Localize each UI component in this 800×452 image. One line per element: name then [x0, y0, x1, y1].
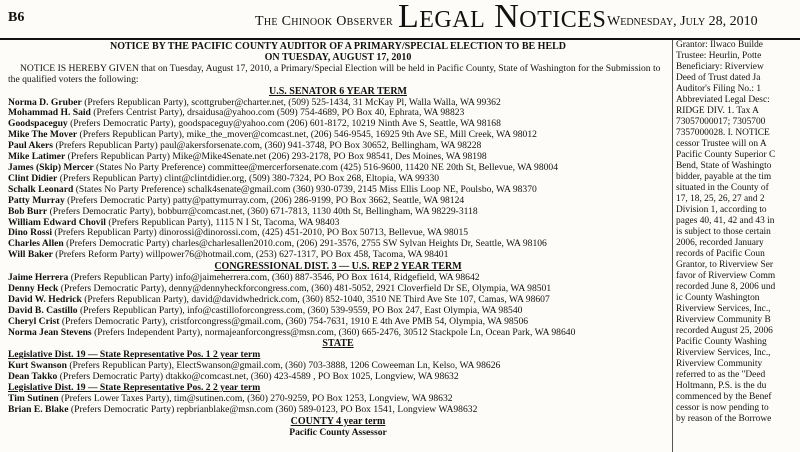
- candidate-details: (Prefers Republican Party) clint@clintdidier.org, (509) 380-7324, PO Box 268, Eltopia, WA 99330: [57, 173, 440, 184]
- state-rep-pos1-heading: Legislative Dist. 19 — State Representative Pos. 1 2 year term: [8, 349, 261, 361]
- candidate-name: Denny Heck: [8, 283, 59, 294]
- sidebar-text-line: Bend, State of Washingto: [676, 161, 772, 171]
- sidebar-text-line: Riverview Services, Inc.,: [676, 348, 771, 358]
- candidate-details: (Prefers Republican Party) dinorossi@dinorossi.com, (425) 451-2010, PO Box 50713, Bellevue, WA 98015: [51, 228, 469, 239]
- candidate-name: James (Skip) Mercer: [8, 162, 94, 173]
- candidate-details: (Prefers Democratic Party) patty@pattymurray.com, (206) 286-9199, PO Box 3662, Seattle, WA 98124: [64, 195, 465, 206]
- sidebar-text-line: Pacific County Superior C: [676, 150, 776, 160]
- senate-candidate: [8, 141, 668, 152]
- congress-candidate-list: [8, 273, 668, 338]
- sidebar-text-line: Holtmann, P.S. is the du: [676, 381, 767, 391]
- candidate-details: (Prefers Independent Party), normajeanforcongress@msn.com, (360) 665-2476, 30512 Stackpole Ln, Ocean Park, WA 98640: [91, 327, 576, 338]
- candidate-details: (Prefers Reform Party) willpower76@hotmail.com, (253) 627-1317, PO Box 458, Tacoma, WA 98401: [52, 250, 449, 261]
- page-number: B6: [8, 10, 25, 25]
- column-divider: [672, 40, 673, 452]
- congress-candidate: [8, 328, 668, 339]
- senate-candidate-list: [8, 98, 668, 262]
- candidate-details: (Prefers Democratic Party) repbrianblake@msn.com (360) 589-0123, PO Box 1541, Longview WA98632: [68, 404, 478, 415]
- county-office: Pacific County Assessor: [289, 426, 387, 438]
- sidebar-text-line: recorded August 25, 2006: [676, 326, 773, 336]
- election-notice: [8, 42, 668, 452]
- candidate-details: (Prefers Republican Party), scottgruber@charter.net, (509) 525-1434, 31 McKay Pl, Walla Walla, WA 99362: [81, 97, 501, 108]
- state-rep-candidate: [8, 361, 668, 372]
- candidate-details: (Prefers Republican Party) Mike@Mike4Senate.net (206) 293-2178, PO Box 98541, Des Moines, WA 98198: [65, 152, 487, 163]
- candidate-details: (Prefers Republican Party), ElectSwanson@gmail.com, (360) 703-3888, 1206 Coweeman Ln, Kelso, WA 98626: [66, 361, 501, 372]
- state-rep-candidate: [8, 405, 668, 416]
- sidebar-text-line: pages 40, 41, 42 and 43 in: [676, 216, 775, 226]
- sidebar-text-line: favor of Riverview Comm: [676, 271, 776, 281]
- notice-title: NOTICE BY THE PACIFIC COUNTY AUDITOR OF A PRIMARY/SPECIAL ELECTION TO BE HELD: [109, 42, 567, 52]
- candidate-name: Dean Takko: [8, 372, 58, 383]
- candidate-name: Clint Didier: [8, 173, 58, 184]
- candidate-name: Norma Jean Stevens: [8, 327, 92, 338]
- section-title: Legal Notices: [398, 0, 607, 35]
- newspaper-name: The Chinook Observer: [255, 14, 393, 29]
- senate-candidate: [8, 207, 668, 218]
- senate-candidate: [8, 152, 668, 163]
- sidebar-text-line: bidder, payable at the tim: [676, 172, 772, 182]
- sidebar-text-line: Abbreviated Legal Desc:: [676, 95, 770, 105]
- sidebar-text-line: Trustee: Heurlin, Potte: [676, 51, 762, 61]
- candidate-name: Charles Allen: [8, 239, 64, 250]
- sidebar-text-line: Deed of Trust dated Ja: [676, 73, 761, 83]
- sidebar-text-line: by reason of the Borrowe: [676, 414, 772, 424]
- state-rep-pos2-list: [8, 394, 668, 416]
- county-heading: COUNTY 4 year term: [290, 415, 386, 427]
- senate-candidate: [8, 185, 668, 196]
- candidate-details: (States No Party Preference) committee@mercerforsenate.com (425) 516-9600, 11420 NE 20th St, Bellevue, WA 98004: [93, 162, 559, 173]
- candidate-name: William Edward Chovil: [8, 217, 106, 228]
- sidebar-text-line: Riverview Community: [676, 359, 763, 369]
- senate-candidate: [8, 163, 668, 174]
- candidate-details: (Prefers Democratic Party), denny@dennyheckforcongress.com, (360) 481-5052, 2921 Cloverfield Dr SE, Olympia, WA 98501: [58, 283, 552, 294]
- sidebar-text-line: cessor Trustee will on A: [676, 139, 767, 149]
- candidate-details: (Prefers Republican Party) info@jaimeherrera.com, (360) 887-3546, PO Box 1614, Ridgefield, WA 98642: [68, 273, 480, 284]
- trustee-sale-notice-column: [676, 40, 800, 452]
- candidate-details: (Prefers Democratic Party), goodspaceguy@yahoo.com (206) 601-8172, 10219 Ninth Ave S, Seattle, WA 98168: [67, 119, 501, 130]
- sidebar-text-line: Auditor's Filing No.: 1: [676, 84, 762, 94]
- sidebar-text-line: records of Pacific Coun: [676, 249, 765, 259]
- candidate-name: Brian E. Blake: [8, 404, 69, 415]
- sidebar-text-line: 17, 18, 25, 26, 27 and 2: [676, 194, 765, 204]
- congress-heading: CONGRESSIONAL DIST. 3 — U.S. REP 2 YEAR TERM: [214, 261, 462, 273]
- candidate-name: Will Baker: [8, 250, 53, 261]
- candidate-details: (Prefers Democratic Party), bobburr@comcast.net, (360) 671-7813, 1130 40th St, Bellingham, WA 98229-3118: [47, 206, 478, 217]
- sidebar-text-line: situated in the County of: [676, 183, 769, 193]
- senate-candidate: [8, 239, 668, 250]
- senate-candidate: [8, 174, 668, 185]
- candidate-details: (Prefers Republican Party), 1115 N I St, Tacoma, WA 98403: [105, 217, 340, 228]
- sidebar-text-line: cessor is now pending to: [676, 403, 769, 413]
- candidate-name: Bob Burr: [8, 206, 48, 217]
- candidate-details: (Prefers Democratic Party) charles@charlesallen2010.com, (206) 291-3576, 2755 SW Sylvan Heights Dr, Seattle, WA 98106: [63, 239, 547, 250]
- sidebar-text-line: Pacific County Washing: [676, 337, 767, 347]
- sidebar-text-line: 2006, recorded January: [676, 238, 764, 248]
- sidebar-text-line: recorded June 8, 2006 und: [676, 282, 776, 292]
- candidate-details: (Prefers Lower Taxes Party), tim@sutinen.com, (360) 270-9259, PO Box 1253, Longview, WA 98632: [58, 394, 453, 404]
- sidebar-text-line: RIDGE DIV. 1. Tax A: [676, 106, 759, 116]
- candidate-name: Mohammad H. Said: [8, 108, 91, 119]
- senate-candidate: [8, 98, 668, 109]
- senate-candidate: [8, 250, 668, 261]
- sidebar-text-line: Grantor: Ilwaco Builde: [676, 40, 763, 50]
- candidate-details: (Prefers Democratic Party), cristforcongress@gmail.com, (360) 754-7631, 1910 E 4th Ave PMB 54, Olympia, WA 98506: [59, 316, 529, 327]
- senate-candidate: [8, 119, 668, 130]
- sidebar-text-line: 73057000017; 7305700: [676, 117, 766, 127]
- candidate-name: Paul Akers: [8, 141, 54, 152]
- senate-candidate: [8, 228, 668, 239]
- candidate-details: (Prefers Republican Party), david@davidwhedrick.com, (360) 852-1040, 3510 NE Third Ave Ste 107, Camas, WA 98607: [81, 294, 550, 305]
- congress-candidate: [8, 295, 668, 306]
- candidate-name: Kurt Swanson: [8, 361, 67, 372]
- state-rep-pos1-list: [8, 361, 668, 383]
- candidate-name: Norma D. Gruber: [8, 97, 82, 108]
- sidebar-text-line: Beneficiary: Riverview: [676, 62, 764, 72]
- sidebar-text-line: referred to as the "Deed: [676, 370, 766, 380]
- senate-candidate: [8, 218, 668, 229]
- candidate-name: Mike Latimer: [8, 152, 66, 163]
- state-heading: STATE: [322, 338, 354, 350]
- congress-candidate: [8, 284, 668, 295]
- senate-candidate: [8, 130, 668, 141]
- candidate-name: Dino Rossi: [8, 228, 52, 239]
- state-rep-candidate: [8, 394, 668, 405]
- candidate-name: Patty Murray: [8, 195, 65, 206]
- senate-candidate: [8, 108, 668, 119]
- sidebar-text-line: Riverview Community B: [676, 315, 771, 325]
- candidate-name: Tim Sutinen: [8, 394, 59, 404]
- candidate-name: David B. Castillo: [8, 305, 78, 316]
- state-rep-pos2-heading: Legislative Dist. 19 — State Representative Pos. 2 2 year term: [8, 382, 261, 394]
- sidebar-text-line: 7357000028. I. NOTICE: [676, 128, 770, 138]
- senate-candidate: [8, 196, 668, 207]
- notice-intro: NOTICE IS HEREBY GIVEN that on Tuesday, August 17, 2010, a Primary/Special Election will be held in Pacific County, State of Washington for the Submission to the qualified voters the following:: [8, 62, 661, 85]
- candidate-details: (Prefers Republican Party), mike_the_mover@comcast.net, (206) 546-9545, 16925 9th Ave SE, Mill Creek, WA 98012: [77, 130, 537, 141]
- senate-heading: U.S. SENATOR 6 YEAR TERM: [269, 85, 407, 97]
- sidebar-text-line: Grantor, to Riverview Ser: [676, 260, 773, 270]
- candidate-name: Mike The Mover: [8, 130, 78, 141]
- sidebar-text-line: ic County Washington: [676, 293, 760, 303]
- candidate-name: Jaime Herrera: [8, 273, 69, 284]
- candidate-details: (Prefers Republican Party) paul@akersforsenate.com, (360) 941-3748, PO Box 30652, Bellingham, WA 98228: [53, 141, 482, 152]
- issue-date: Wednesday, July 28, 2010: [607, 14, 758, 29]
- congress-candidate: [8, 273, 668, 284]
- sidebar-text-line: Riverview Services, Inc.,: [676, 304, 771, 314]
- sidebar-text-line: commenced by the Benef: [676, 392, 772, 402]
- candidate-name: Goodspaceguy: [8, 119, 68, 130]
- candidate-details: (Prefers Centrist Party), drsaidusa@yahoo.com (509) 754-4689, PO Box 40, Ephrata, WA 98823: [90, 108, 465, 119]
- candidate-name: David W. Hedrick: [8, 294, 82, 305]
- candidate-name: Cheryl Crist: [8, 316, 60, 327]
- congress-candidate: [8, 317, 668, 328]
- masthead: [0, 0, 800, 38]
- sidebar-text-line: Division 1, according to: [676, 205, 767, 215]
- notice-subtitle: ON TUESDAY, AUGUST 17, 2010: [264, 51, 412, 63]
- candidate-details: (States No Party Preference) schalk4senate@gmail.com (360) 930-0739, 2145 Miss Ellis Loop NE, Poulsbo, WA 98370: [73, 184, 537, 195]
- sidebar-text-line: is subject to those certain: [676, 227, 771, 237]
- candidate-details: (Prefers Democratic Party) dtakko@comcast.net, (360) 423-4589 , PO Box 1025, Longview, WA 98632: [57, 372, 459, 383]
- candidate-details: (Prefers Republican Party), info@castilloforcongress.com, (360) 539-9559, PO Box 247, East Olympia, WA 98540: [77, 305, 523, 316]
- congress-candidate: [8, 306, 668, 317]
- candidate-name: Schalk Leonard: [8, 184, 74, 195]
